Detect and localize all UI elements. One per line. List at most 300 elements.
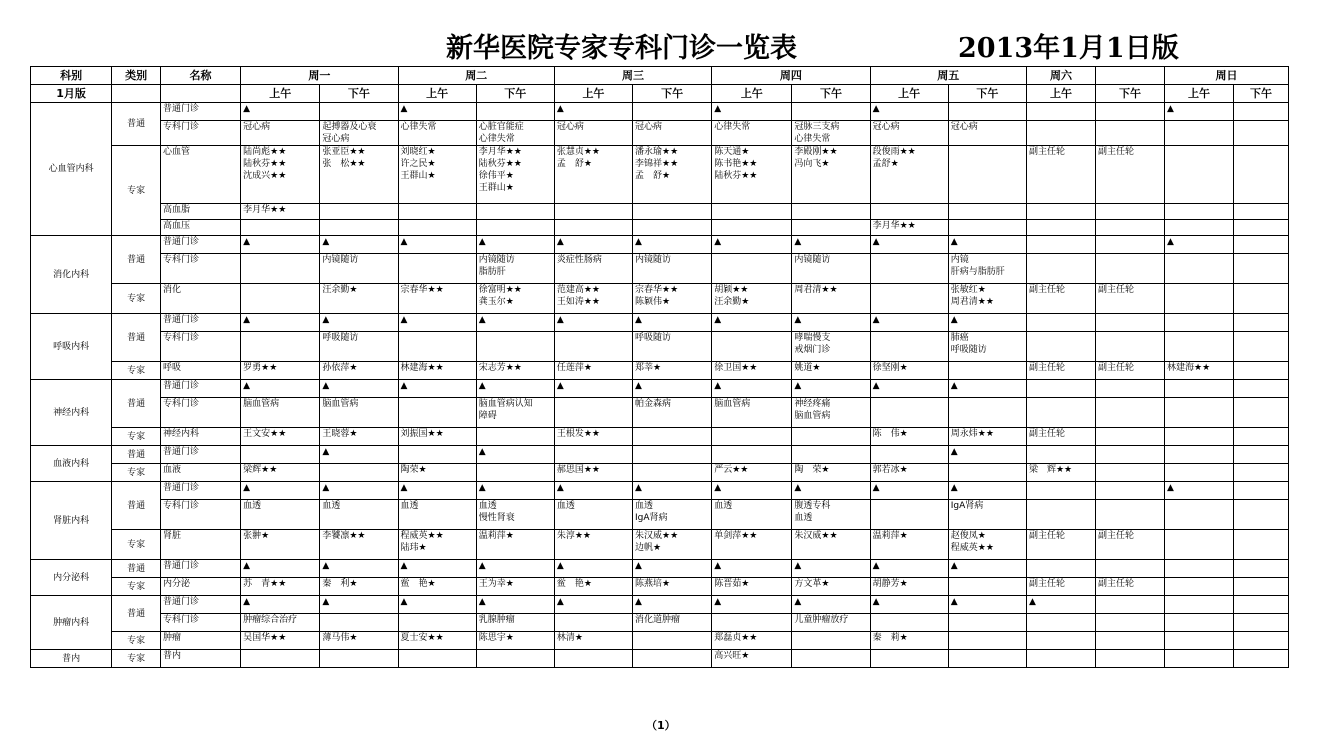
session-cell: 汪余勤★ [320,284,398,314]
category-cell: 专家 [112,578,161,596]
category-cell: 专家 [112,428,161,446]
clinic-name-cell: 肾脏 [160,530,240,560]
session-cell [1095,204,1164,220]
session-cell: ▲ [476,482,554,500]
session-cell [554,332,632,362]
session-cell [633,446,712,464]
session-cell [712,332,792,362]
session-cell: 心律失常 [398,121,476,146]
session-cell [712,446,792,464]
session-cell [241,284,320,314]
session-cell: 儿童肿瘤放疗 [792,614,870,632]
session-cell: 徐富明★★ 龚玉尔★ [476,284,554,314]
session-cell: 郑莘★ [633,362,712,380]
session-cell: ▲ [320,560,398,578]
session-cell: ▲ [792,560,870,578]
session-cell: 冠脉三支病 心律失常 [792,121,870,146]
session-cell [1165,650,1234,668]
session-cell: 血透 [398,500,476,530]
session-cell: 林清★ [554,632,632,650]
session-cell: 程威英★★ 陆玮★ [398,530,476,560]
session-cell: 消化道肿瘤 [633,614,712,632]
department-cell: 内分泌科 [31,560,112,596]
session-cell: ▲ [241,380,320,398]
session-cell [948,362,1026,380]
session-cell [1234,560,1289,578]
session-cell: 脑血管病 [712,398,792,428]
session-cell: 赵俊凤★ 程威英★★ [948,530,1026,560]
session-cell: 副主任轮 [1095,362,1164,380]
session-cell: ▲ [554,103,632,121]
session-cell: ▲ [554,482,632,500]
session-cell [1026,614,1095,632]
session-cell: ▲ [554,380,632,398]
session-cell: ▲ [633,560,712,578]
session-cell: ▲ [712,482,792,500]
session-cell [1026,332,1095,362]
clinic-name-cell: 高血压 [160,220,240,236]
session-cell: ▲ [320,596,398,614]
clinic-name-cell: 心血管 [160,146,240,204]
header-wednesday: 周三 [554,67,711,85]
category-cell: 专家 [112,464,161,482]
session-cell [1026,204,1095,220]
session-cell [1165,614,1234,632]
header-am: 上午 [1165,85,1234,103]
category-cell: 普通 [112,596,161,632]
session-cell: 宗春华★★ 陈颖伟★ [633,284,712,314]
session-cell [1234,596,1289,614]
session-cell: ▲ [398,560,476,578]
session-cell: 副主任轮 [1026,146,1095,204]
session-cell: ▲ [948,446,1026,464]
session-cell [948,632,1026,650]
page-number: （1） [646,719,676,732]
header-saturday: 周六 [1026,67,1095,85]
session-cell: 陶荣★ [398,464,476,482]
session-cell [1165,560,1234,578]
session-cell [870,284,948,314]
session-cell [1026,236,1095,254]
session-cell [241,220,320,236]
session-cell [1165,446,1234,464]
session-cell: 刘振国★★ [398,428,476,446]
session-cell [476,204,554,220]
category-cell: 专家 [112,284,161,314]
session-cell: 温莉萍★ [476,530,554,560]
session-cell: 冠心病 [870,121,948,146]
session-cell: 朱淳★★ [554,530,632,560]
session-cell [633,204,712,220]
session-cell: ▲ [398,314,476,332]
header-tuesday: 周二 [398,67,554,85]
session-cell: ▲ [320,314,398,332]
session-cell [320,614,398,632]
schedule-row [31,284,1289,314]
session-cell [1234,103,1289,121]
session-cell: ▲ [633,596,712,614]
schedule-row [31,121,1289,146]
session-cell [712,614,792,632]
session-cell: 单剑萍★★ [712,530,792,560]
session-cell [1234,650,1289,668]
session-cell [1095,220,1164,236]
clinic-name-cell: 血液 [160,464,240,482]
session-cell: 帕金森病 [633,398,712,428]
session-cell: 血透 慢性肾衰 [476,500,554,530]
header-am: 上午 [241,85,320,103]
session-cell: ▲ [870,103,948,121]
session-cell [1095,332,1164,362]
clinic-name-cell: 内分泌 [160,578,240,596]
session-cell [1234,428,1289,446]
session-cell: 副主任轮 [1026,578,1095,596]
session-cell: ▲ [792,236,870,254]
session-cell [633,632,712,650]
session-cell: 起搏器及心衰 冠心病 [320,121,398,146]
session-cell: ▲ [554,314,632,332]
header-row-days [31,67,1289,85]
session-cell [1165,428,1234,446]
session-cell [792,204,870,220]
session-cell: ▲ [1165,482,1234,500]
session-cell: 冠心病 [554,121,632,146]
session-cell: 血透 [241,500,320,530]
session-cell: 郭若冰★ [870,464,948,482]
session-cell [948,578,1026,596]
header-pm: 下午 [476,85,554,103]
header-am: 上午 [1026,85,1095,103]
session-cell [633,464,712,482]
session-cell [476,103,554,121]
session-cell: 苏 青★★ [241,578,320,596]
session-cell [1026,500,1095,530]
session-cell [1095,464,1164,482]
header-saturday-blank [1095,67,1164,85]
schedule-row [31,428,1289,446]
session-cell: 李饕凛★★ [320,530,398,560]
session-cell: 肺癌 呼吸随访 [948,332,1026,362]
session-cell: 内镜随访 [633,254,712,284]
schedule-row [31,146,1289,204]
session-cell: 内镜随访 脂肪肝 [476,254,554,284]
clinic-name-cell: 神经内科 [160,428,240,446]
schedule-row [31,314,1289,332]
clinic-name-cell: 专科门诊 [160,332,240,362]
session-cell: 徐卫国★★ [712,362,792,380]
session-cell [870,614,948,632]
session-cell: 呼吸随访 [320,332,398,362]
session-cell [554,398,632,428]
session-cell [1234,121,1289,146]
session-cell [1165,284,1234,314]
document-title: 新华医院专家专科门诊一览表 [446,33,797,64]
session-cell [1095,121,1164,146]
session-cell: ▲ [633,236,712,254]
session-cell: 副主任轮 [1095,146,1164,204]
session-cell [241,446,320,464]
session-cell [792,428,870,446]
session-cell: 刘晓红★ 许之民★ 王群山★ [398,146,476,204]
session-cell [1095,103,1164,121]
session-cell [241,650,320,668]
category-cell: 普通 [112,103,161,146]
session-cell [870,254,948,284]
session-cell [1095,632,1164,650]
session-cell [398,650,476,668]
session-cell: ▲ [320,446,398,464]
session-cell: ▲ [870,314,948,332]
header-month-edition: 1月版 [31,85,112,103]
session-cell: 冠心病 [633,121,712,146]
header-am: 上午 [870,85,948,103]
session-cell: ▲ [712,380,792,398]
session-cell: ▲ [1165,236,1234,254]
session-cell: 血透 [554,500,632,530]
session-cell [1026,254,1095,284]
session-cell: ▲ [948,560,1026,578]
category-cell: 专家 [112,362,161,380]
session-cell: 薄马伟★ [320,632,398,650]
session-cell: 宋志芳★★ [476,362,554,380]
session-cell: 鲎 艳★ [554,578,632,596]
header-am: 上午 [554,85,632,103]
header-dept: 科别 [31,67,112,85]
session-cell: 段俊雨★★ 孟舒★ [870,146,948,204]
session-cell: 内镜随访 [320,254,398,284]
clinic-name-cell: 普通门诊 [160,103,240,121]
session-cell [241,254,320,284]
session-cell: 心律失常 [712,121,792,146]
session-cell [792,220,870,236]
session-cell [398,254,476,284]
session-cell: ▲ [870,380,948,398]
session-cell [633,428,712,446]
session-cell: ▲ [476,596,554,614]
session-cell [1026,314,1095,332]
session-cell [1165,578,1234,596]
session-cell: ▲ [554,236,632,254]
clinic-name-cell: 肿瘤 [160,632,240,650]
session-cell: ▲ [948,380,1026,398]
session-cell: ▲ [948,236,1026,254]
clinic-name-cell: 普通门诊 [160,596,240,614]
session-cell [1026,560,1095,578]
session-cell [1234,380,1289,398]
session-cell: 任莲萍★ [554,362,632,380]
session-cell: ▲ [792,596,870,614]
session-cell [633,650,712,668]
session-cell [1165,500,1234,530]
session-cell [1234,398,1289,428]
header-name: 名称 [160,67,240,85]
session-cell: 潘永瑜★★ 李锦祥★★ 孟 舒★ [633,146,712,204]
clinic-name-cell: 呼吸 [160,362,240,380]
session-cell [948,650,1026,668]
session-cell: 副主任轮 [1095,530,1164,560]
session-cell [870,650,948,668]
session-cell: 血透 IgA肾病 [633,500,712,530]
session-cell: ▲ [792,482,870,500]
schedule-row [31,464,1289,482]
session-cell: ▲ [476,446,554,464]
session-cell: ▲ [948,596,1026,614]
clinic-name-cell: 专科门诊 [160,614,240,632]
clinic-name-cell: 专科门诊 [160,500,240,530]
session-cell [476,650,554,668]
clinic-name-cell: 专科门诊 [160,398,240,428]
session-cell: 陆尚彪★★ 陆秋芬★★ 沈成兴★★ [241,146,320,204]
header-sunday: 周日 [1165,67,1289,85]
session-cell: ▲ [792,380,870,398]
clinic-name-cell: 普通门诊 [160,446,240,464]
session-cell [1234,530,1289,560]
session-cell [1165,254,1234,284]
schedule-row [31,500,1289,530]
session-cell: 副主任轮 [1026,362,1095,380]
session-cell [554,650,632,668]
session-cell [1165,146,1234,204]
session-cell [398,332,476,362]
session-cell: 乳腺肿瘤 [476,614,554,632]
session-cell: 副主任轮 [1026,530,1095,560]
session-cell: 陈燕培★ [633,578,712,596]
session-cell: ▲ [633,314,712,332]
session-cell [1026,103,1095,121]
session-cell [1095,446,1164,464]
schedule-row [31,103,1289,121]
category-cell: 普通 [112,560,161,578]
session-cell: 张慧贞★★ 孟 舒★ [554,146,632,204]
session-cell [554,614,632,632]
session-cell: 温莉萍★ [870,530,948,560]
session-cell: ▲ [320,236,398,254]
session-cell [1234,204,1289,220]
session-cell: 王根发★★ [554,428,632,446]
session-cell: 李殿刚★★ 冯向飞★ [792,146,870,204]
schedule-row [31,380,1289,398]
session-cell: 郑磊贞★★ [712,632,792,650]
session-cell [1095,614,1164,632]
session-cell [792,103,870,121]
session-cell [1165,332,1234,362]
session-cell: 副主任轮 [1095,578,1164,596]
session-cell [1165,314,1234,332]
session-cell: 方文革★ [792,578,870,596]
category-cell: 普通 [112,380,161,428]
session-cell: ▲ [948,482,1026,500]
session-cell [633,103,712,121]
session-cell: 李月华★★ 陆秋芬★★ 徐伟平★ 王群山★ [476,146,554,204]
session-cell: 严云★★ [712,464,792,482]
session-cell: 林建海★★ [398,362,476,380]
schedule-row [31,332,1289,362]
session-cell [712,220,792,236]
session-cell [870,398,948,428]
category-cell: 普通 [112,482,161,530]
session-cell: 脑血管病认知 障碍 [476,398,554,428]
header-monday: 周一 [241,67,398,85]
header-category: 类别 [112,67,161,85]
department-cell: 肾脏内科 [31,482,112,560]
session-cell [633,220,712,236]
session-cell: ▲ [712,236,792,254]
department-cell: 呼吸内科 [31,314,112,380]
header-pm: 下午 [320,85,398,103]
clinic-name-cell: 普通门诊 [160,380,240,398]
session-cell: 陈晋茹★ [712,578,792,596]
clinic-name-cell: 专科门诊 [160,121,240,146]
category-cell: 专家 [112,632,161,650]
schedule-row [31,530,1289,560]
session-cell: IgA肾病 [948,500,1026,530]
session-cell [1234,314,1289,332]
session-cell [554,446,632,464]
session-cell: 张亚臣★★ 张 松★★ [320,146,398,204]
session-cell [1234,362,1289,380]
session-cell: 内镜随访 [792,254,870,284]
session-cell [1026,650,1095,668]
session-cell: 陶 荣★ [792,464,870,482]
session-cell [1026,121,1095,146]
session-cell: ▲ [712,103,792,121]
session-cell [476,220,554,236]
department-cell: 心血管内科 [31,103,112,236]
session-cell: 高兴旺★ [712,650,792,668]
header-pm: 下午 [948,85,1026,103]
session-cell [1165,596,1234,614]
session-cell [398,204,476,220]
session-cell [1026,220,1095,236]
session-cell [1095,428,1164,446]
session-cell: ▲ [870,236,948,254]
session-cell [870,500,948,530]
session-cell: 秦 莉★ [870,632,948,650]
session-cell [1165,380,1234,398]
session-cell [948,103,1026,121]
department-cell: 神经内科 [31,380,112,446]
clinic-name-cell: 专科门诊 [160,254,240,284]
session-cell [1165,530,1234,560]
session-cell: ▲ [476,314,554,332]
session-cell [398,398,476,428]
schedule-row [31,204,1289,220]
session-cell: 哮喘慢支 戒烟门诊 [792,332,870,362]
schedule-row [31,446,1289,464]
clinic-name-cell: 消化 [160,284,240,314]
session-cell: 李月华★★ [241,204,320,220]
session-cell [1095,596,1164,614]
session-cell [948,204,1026,220]
session-cell [1095,236,1164,254]
session-cell [1234,220,1289,236]
session-cell: ▲ [712,560,792,578]
session-cell [1234,578,1289,596]
session-cell: 姚道★ [792,362,870,380]
session-cell: 吴国华★★ [241,632,320,650]
session-cell: ▲ [1026,596,1095,614]
session-cell: ▲ [712,596,792,614]
session-cell [712,204,792,220]
session-cell [1095,560,1164,578]
category-cell: 专家 [112,146,161,236]
session-cell: ▲ [398,482,476,500]
session-cell: ▲ [633,380,712,398]
schedule-row [31,596,1289,614]
session-cell: ▲ [1165,103,1234,121]
header-friday: 周五 [870,67,1026,85]
header-am: 上午 [398,85,476,103]
